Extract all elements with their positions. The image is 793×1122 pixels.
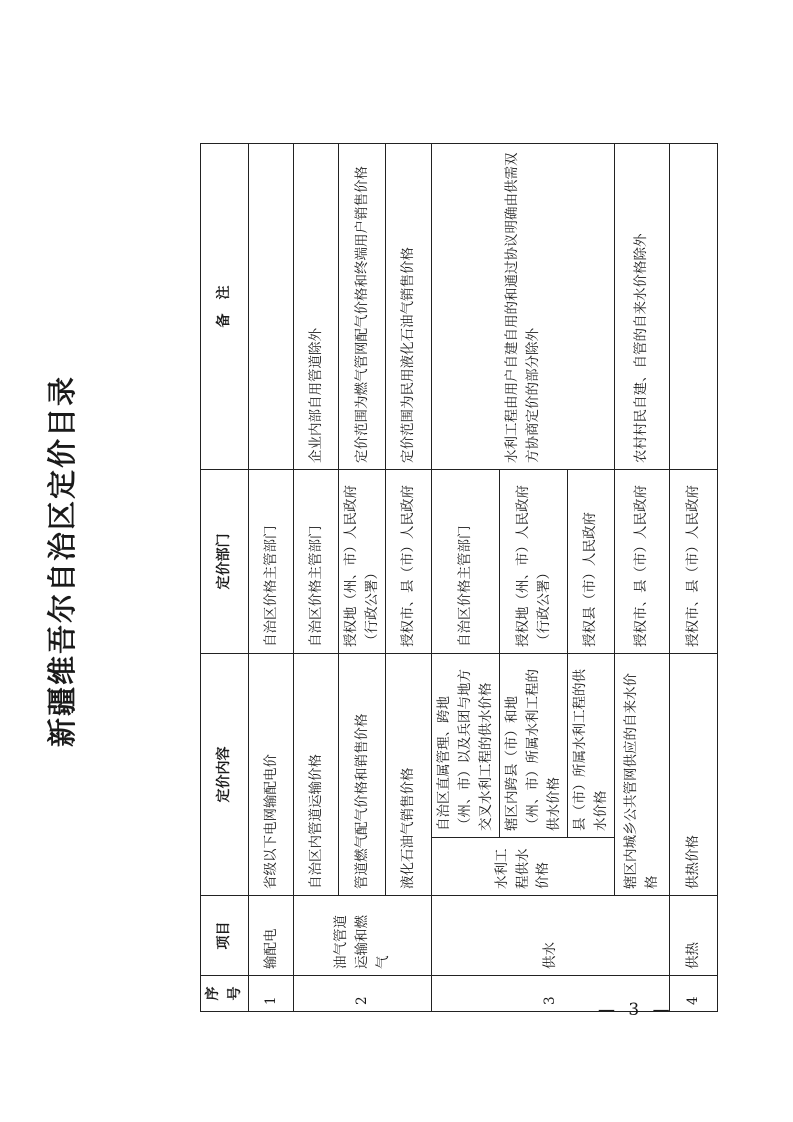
table-row <box>669 144 717 1012</box>
row-dept: 授权市、县（市）人民政府 <box>614 470 669 654</box>
row-content: 自治区内管道运输价格 <box>294 654 339 896</box>
row-item: 供水 <box>432 896 670 976</box>
header-dept: 定价部门 <box>201 470 249 654</box>
table-row <box>339 144 386 1012</box>
row-dept: 授权县（市）人民政府 <box>567 470 614 654</box>
row-content: 供热价格 <box>669 654 717 896</box>
row-note: 定价范围为民用液化石油气销售价格 <box>386 144 432 470</box>
row-content: 管道燃气配气价格和销售价格 <box>339 654 386 896</box>
row-note <box>669 144 717 470</box>
row-content: 辖区内跨县（市）和地（州、市）所属水利工程的供水价格 <box>500 654 568 838</box>
header-content: 定价内容 <box>201 654 249 896</box>
row-content: 辖区内城乡公共管网供应的自来水价格 <box>614 654 669 896</box>
row-note: 定价范围为燃气管网配气价格和终端用户销售价格 <box>339 144 386 470</box>
row-content: 省级以下电网输配电价 <box>249 654 294 896</box>
table-row <box>614 144 669 1012</box>
row-no: 1 <box>249 976 294 1012</box>
row-no: 2 <box>294 976 432 1012</box>
row-note: 水利工程由用户自建自用的和通过协议明确由供需双方协商定价的部分除外 <box>432 144 615 470</box>
header-no: 序号 <box>201 976 249 1012</box>
row-dept: 授权市、县（市）人民政府 <box>669 470 717 654</box>
row-item: 供热 <box>669 896 717 976</box>
row-dept: 授权市、县（市）人民政府 <box>386 470 432 654</box>
row-no: 4 <box>669 976 717 1012</box>
table-row <box>386 144 432 1012</box>
row-content: 县（市）所属水利工程的供水价格 <box>567 654 614 838</box>
table-row <box>432 144 500 1012</box>
row-no: 3 <box>432 976 670 1012</box>
header-note: 备 注 <box>201 144 249 470</box>
table-row <box>249 144 294 1012</box>
table-header-row <box>201 144 249 1012</box>
row-dept: 自治区价格主管部门 <box>432 470 500 654</box>
row-dept: 自治区价格主管部门 <box>249 470 294 654</box>
header-item: 项目 <box>201 896 249 976</box>
row-content: 液化石油气销售价格 <box>386 654 432 896</box>
row-dept: 授权地（州、市）人民政府（行政公署） <box>339 470 386 654</box>
page-number: — 3 — <box>598 1000 674 1020</box>
row-note: 企业内部自用管道除外 <box>294 144 339 470</box>
row-note: 农村村民自建、自管的自来水价格除外 <box>614 144 669 470</box>
row-dept: 授权地（州、市）人民政府（行政公署） <box>500 470 568 654</box>
row-item: 油气管道运输和燃气 <box>294 896 432 976</box>
pricing-table-rotated <box>200 144 701 1012</box>
row-subcategory: 水利工程供水价格 <box>432 838 615 896</box>
row-item: 输配电 <box>249 896 294 976</box>
row-content: 自治区直属管理、跨地（州、市）以及兵团与地方交叉水利工程的供水价格 <box>432 654 500 838</box>
page-title: 新疆维吾尔自治区定价目录 <box>45 375 79 748</box>
pricing-catalog-table <box>200 143 718 1012</box>
table-row <box>294 144 339 1012</box>
row-note <box>249 144 294 470</box>
row-dept: 自治区价格主管部门 <box>294 470 339 654</box>
